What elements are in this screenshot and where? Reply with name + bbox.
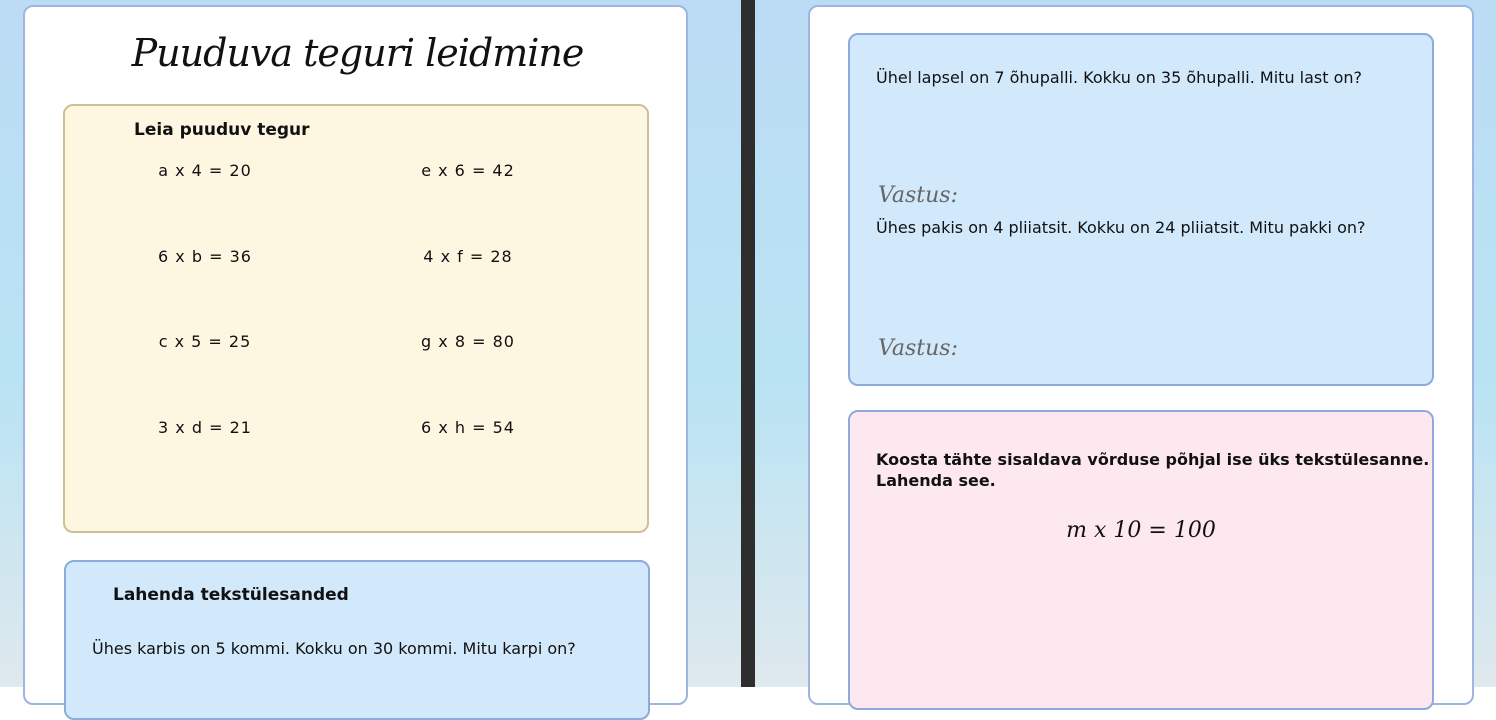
equation: e x 6 = 42 [421,161,515,180]
equation: 3 x d = 21 [158,418,252,437]
section-heading: Leia puuduv tegur [134,120,310,140]
worksheet-page-2 [808,5,1474,705]
word-problem-text: Ühes pakis on 4 pliiatsit. Kokku on 24 pliiatsit. Mitu pakki on? [876,218,1366,237]
word-problem-text: Ühes karbis on 5 kommi. Kokku on 30 kommi. Mitu karpi on? [92,639,576,658]
equation: 6 x b = 36 [158,247,252,266]
letter-equation: m x 10 = 100 [1066,518,1216,543]
equation: 4 x f = 28 [423,247,513,266]
equation: c x 5 = 25 [158,332,252,351]
word-problem-text: Ühel lapsel on 7 õhupalli. Kokku on 35 õhupalli. Mitu last on? [876,68,1363,87]
answer-label: Vastus: [878,336,958,361]
task-instruction: Koosta tähte sisaldava võrduse põhjal ise üks tekstülesanne. [876,450,1430,469]
task-instruction-line2: Lahenda see. [876,471,996,490]
create-problem-section [848,410,1434,710]
word-problems-section [64,560,650,720]
equation: 6 x h = 54 [421,418,515,437]
missing-factor-section [63,104,649,533]
word-problems-continued [848,33,1434,386]
worksheet-page-1 [23,5,688,705]
answer-label: Vastus: [878,183,958,208]
equation: a x 4 = 20 [158,161,252,180]
equation: g x 8 = 80 [421,332,515,351]
section-heading: Lahenda tekstülesanded [113,585,349,605]
page-title: Puuduva teguri leidmine [131,31,584,75]
page-divider [741,0,755,687]
